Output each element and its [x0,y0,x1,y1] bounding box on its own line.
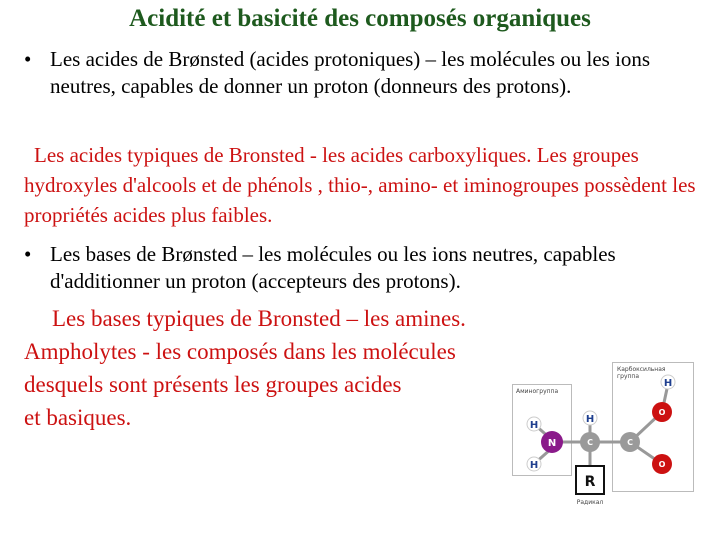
ampholytes-line-2: desquels sont présents les groupes acides [24,372,402,397]
radical-label: Радикал [576,499,604,506]
atom-label-r: R [584,474,596,490]
ampholytes-line-1: Ampholytes - les composés dans les molécules [24,339,456,364]
amino-group-label: Аминогруппа [516,388,559,395]
typical-acids-lead: Les acides typiques de Bronsted - [34,143,323,167]
typical-acids-paragraph [24,140,714,230]
atom-label-o: O [658,460,666,469]
bases-ampholytes-paragraph [24,302,584,434]
atom-label-h: H [529,460,539,471]
atom-label-h: H [585,414,595,425]
bullet-marker: • [24,242,32,266]
page-title: Acidité et basicité des composés organiques [129,5,591,32]
typical-acids-rest: les acides carboxyliques. Les groupes hydroxyles d'alcools et de phénols , thio-, amino- et iminogroupes possèdent les propriétés acides plus faibles. [24,143,696,227]
atom-label-o: O [658,408,666,417]
ampholytes-line-3: et basiques. [24,405,132,430]
amino-acid-figure [512,362,692,512]
atom-label-n: N [547,438,557,449]
atom-label-c: C [587,438,593,447]
atom-label-h: H [663,378,673,389]
atom-label-h: H [529,420,539,431]
bronsted-bases-definition: Les bases de Brønsted – les molécules ou les ions neutres, capables d'additionner un proton (accepteurs des protons). [50,242,616,293]
molecule-diagram [512,362,692,512]
typical-bases-line: Les bases typiques de Bronsted – les amines. [52,306,466,331]
bullet-bronsted-bases [24,241,704,295]
atom-label-c: C [627,438,633,447]
bullet-bronsted-acids [24,46,704,100]
bronsted-acids-definition: Les acides de Brønsted (acides protoniques) – les molécules ou les ions neutres, capables de donner un proton (donneurs des protons). [50,47,651,98]
bullet-marker: • [24,47,32,71]
carboxyl-group-label: Карбоксильная группа [617,366,666,380]
